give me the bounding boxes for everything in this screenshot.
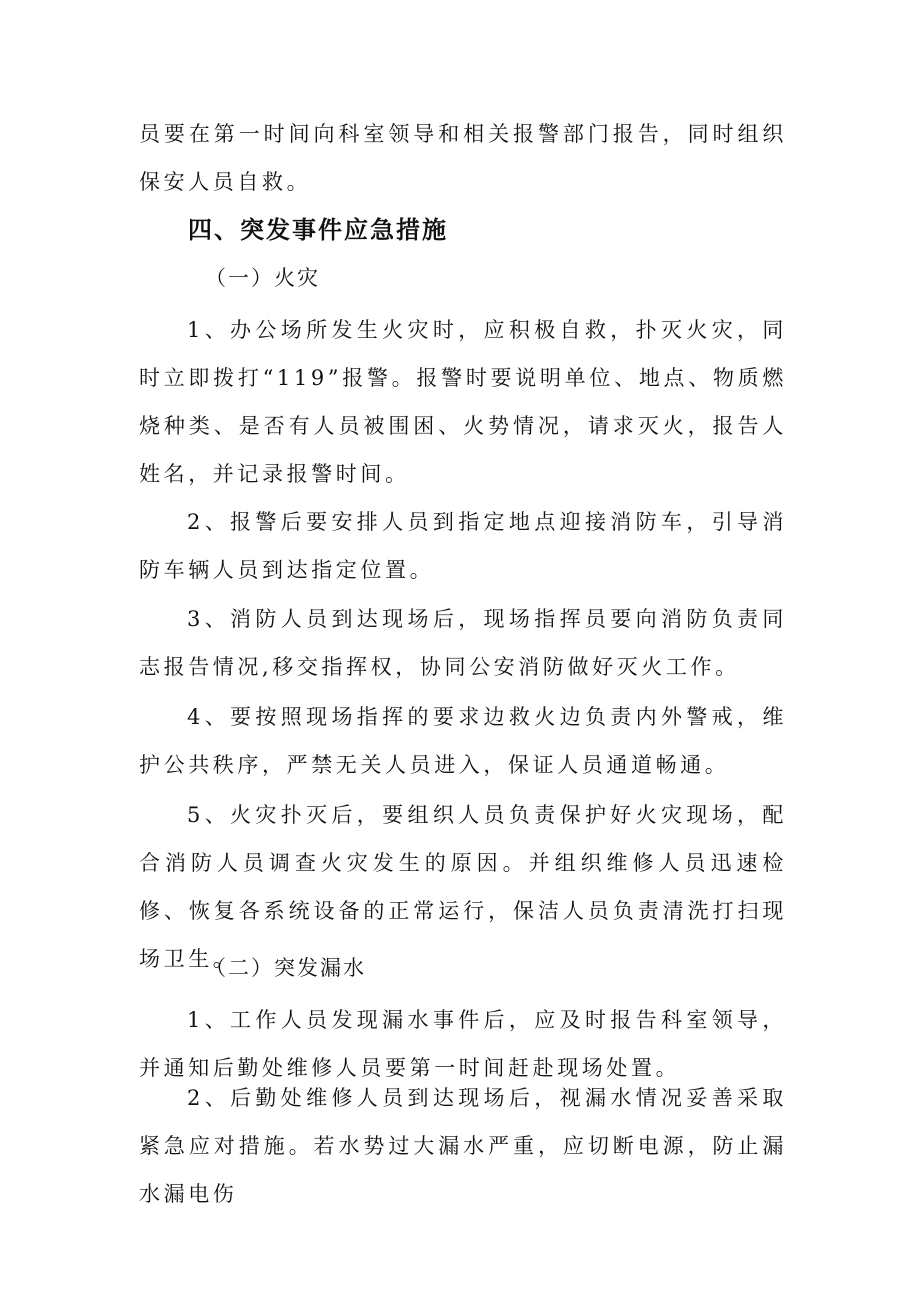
section-title: 四、突发事件应急措施: [188, 216, 448, 244]
fire-item-4: 4、要按照现场指挥的要求边救火边负责内外警戒，维护公共秩序，严禁无关人员进入，保证人员通道畅通。: [139, 705, 787, 777]
fire-item-2: 2、报警后要安排人员到指定地点迎接消防车，引导消防车辆人员到达指定位置。: [139, 510, 787, 582]
leak-item-2: 2、后勤处维修人员到达现场后，视漏水情况妥善采取紧急应对措施。若水势过大漏水严重，应切断电源，防止漏水漏电伤: [139, 1086, 787, 1206]
continuation-paragraph: 员要在第一时间向科室领导和相关报警部门报告，同时组织保安人员自救。: [139, 122, 787, 194]
leak-item-1: 1、工作人员发现漏水事件后，应及时报告科室领导，并通知后勤处维修人员要第一时间赶赴现场处置。: [139, 1008, 787, 1080]
subsection-heading-fire: （一）火灾: [205, 266, 320, 290]
fire-item-1: 1、办公场所发生火灾时，应积极自救，扑灭火灾，同时立即拨打“119”报警。报警时要说明单位、地点、物质燃烧种类、是否有人员被围困、火势情况，请求灭火，报告人姓名，并记录报警时间。: [139, 318, 787, 486]
fire-item-5: 5、火灾扑灭后，要组织人员负责保护好火灾现场，配合消防人员调查火灾发生的原因。并组织维修人员迅速检修、恢复各系统设备的正常运行，保洁人员负责清洗打扫现场卫生。: [139, 803, 787, 971]
fire-item-3: 3、消防人员到达现场后，现场指挥员要向消防负责同志报告情况,移交指挥权，协同公安消防做好灭火工作。: [139, 607, 787, 679]
subsection-heading-leak: （二）突发漏水: [205, 956, 366, 980]
